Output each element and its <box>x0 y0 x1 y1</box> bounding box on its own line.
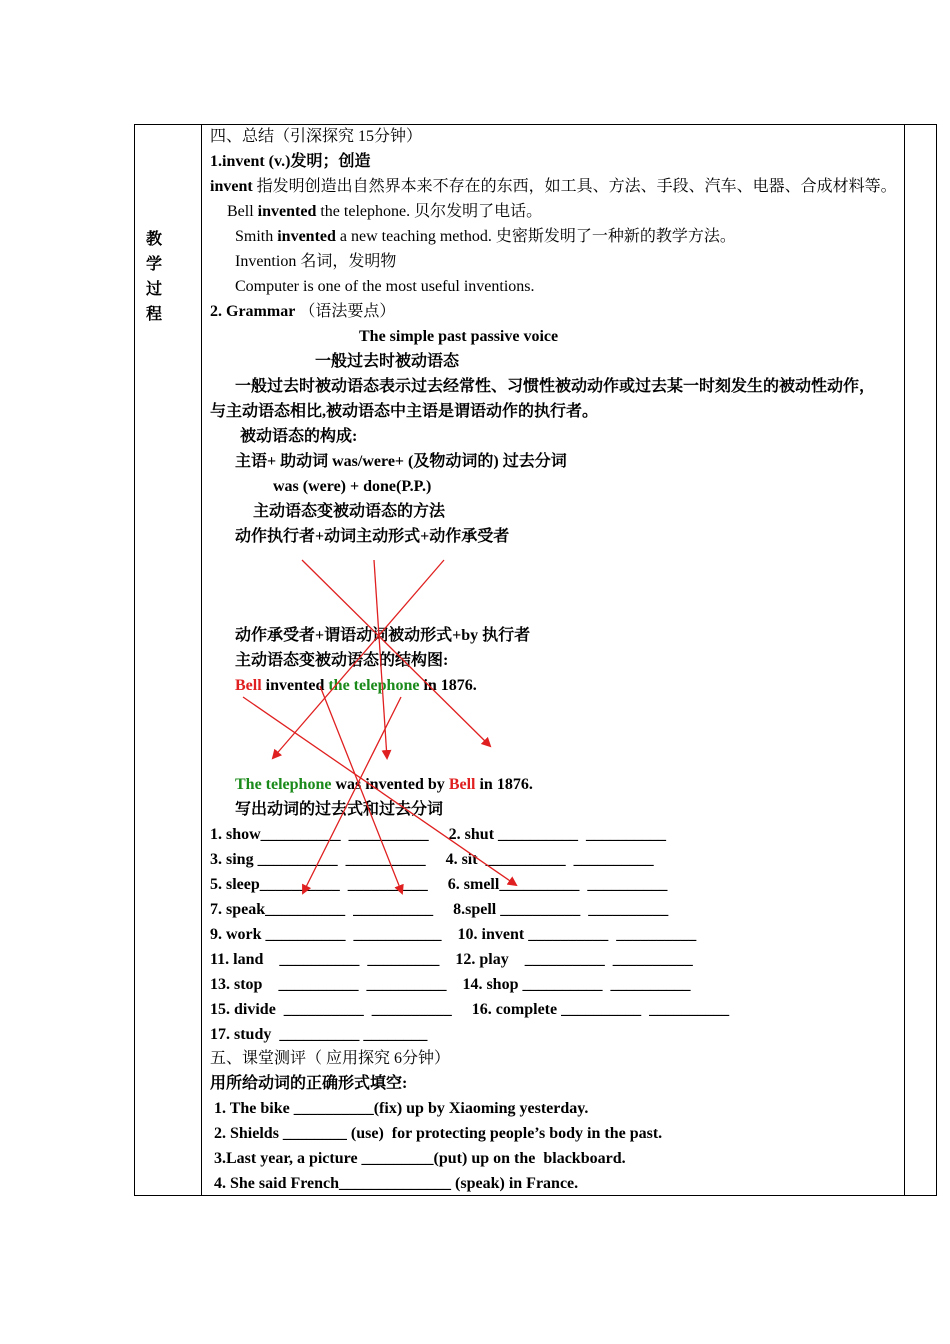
verb-row: 17. study __________ ________ <box>210 1026 428 1043</box>
quiz-item: 1. The bike __________(fix) up by Xiaoming yesterday. <box>210 1100 589 1117</box>
side-char: 程 <box>145 306 162 323</box>
side-char: 过 <box>145 281 162 298</box>
example-text: Smith <box>235 228 278 245</box>
method-heading: 主动语态变被动语态的方法 <box>253 503 446 520</box>
verb-row: 13. stop __________ __________ 14. shop __________ __________ <box>210 976 691 993</box>
arrow-line <box>273 560 444 758</box>
invention-note: Invention 名词，发明物 <box>235 253 397 270</box>
invent-word: invent <box>210 178 253 195</box>
diagram-heading: 主动语态变被动语态的结构图: <box>235 652 449 669</box>
arrow-line <box>320 686 402 893</box>
verbs-heading: 写出动词的过去式和过去分词 <box>235 801 444 818</box>
grammar-title-cn: 一般过去时被动语态 <box>315 353 460 370</box>
section5-title: 五、课堂测评（ 应用探究 6分钟） <box>210 1050 451 1067</box>
active-verb: invented <box>261 677 329 694</box>
grammar-title-en: The simple past passive voice <box>359 328 559 345</box>
passive-verb: was invented by <box>331 776 449 793</box>
quiz-item: 3.Last year, a picture _________(put) up on the blackboard. <box>210 1150 626 1167</box>
structure-formula-1: 主语+ 助动词 was/were+ (及物动词的) 过去分词 <box>235 453 567 470</box>
arrow-line <box>243 697 516 885</box>
active-object: the telephone <box>328 677 420 694</box>
verb-row: 7. speak__________ __________ 8.spell __________ __________ <box>210 901 669 918</box>
structure-heading: 被动语态的构成: <box>240 428 358 445</box>
grammar-description-2: 与主动语态相比,被动语态中主语是谓语动作的执行者。 <box>210 403 599 420</box>
side-char: 学 <box>145 256 162 273</box>
active-rest: in 1876. <box>419 677 477 694</box>
verb-row: 9. work __________ ___________ 10. invent __________ __________ <box>210 926 697 943</box>
quiz-heading: 用所给动词的正确形式填空: <box>210 1075 408 1092</box>
verb-row: 5. sleep__________ __________ 6. smell__________ __________ <box>210 876 668 893</box>
example-text: a new teaching method. 史密斯发明了一种新的教学方法。 <box>335 228 736 245</box>
verb-row: 1. show__________ __________ 2. shut __________ __________ <box>210 826 667 843</box>
active-form: 动作执行者+动词主动形式+动作承受者 <box>235 528 510 545</box>
passive-subject: The telephone <box>235 776 332 793</box>
active-subject: Bell <box>235 677 262 694</box>
invent-def-text: 指发明创造出自然界本来不存在的东西，如工具、方法、手段、汽车、电器、合成材料等。 <box>252 178 897 195</box>
quiz-item: 2. Shields ________ (use) for protecting people’s body in the past. <box>210 1125 663 1142</box>
example-verb: invented <box>257 203 317 220</box>
passive-agent: Bell <box>448 776 476 793</box>
verb-row: 11. land __________ _________ 12. play __________ __________ <box>210 951 693 968</box>
example-computer: Computer is one of the most useful inventions. <box>235 278 535 295</box>
invent-heading: 1.invent (v.)发明；创造 <box>210 153 371 170</box>
grammar-heading-note: （语法要点） <box>295 303 396 320</box>
example-text: the telephone. 贝尔发明了电话。 <box>316 203 543 220</box>
passive-rest: in 1876. <box>475 776 533 793</box>
example-verb: invented <box>277 228 336 245</box>
quiz-item: 4. She said French______________ (speak) in France. <box>210 1175 579 1192</box>
verb-row: 15. divide __________ __________ 16. complete __________ __________ <box>210 1001 730 1018</box>
grammar-description-1: 一般过去时被动语态表示过去经常性、习惯性被动动作或过去某一时刻发生的被动性动作， <box>235 378 876 395</box>
grammar-heading-number: 2. Grammar <box>210 303 296 320</box>
section4-title: 四、总结（引深探究 15分钟） <box>210 128 423 145</box>
arrow-line <box>302 560 490 746</box>
verb-row: 3. sing __________ __________ 4. sit __________ __________ <box>210 851 654 868</box>
side-char: 教 <box>145 231 162 248</box>
structure-formula-2: was (were) + done(P.P.) <box>273 478 432 495</box>
example-text: Bell <box>227 203 258 220</box>
passive-form: 动作承受者+谓语动词被动形式+by 执行者 <box>235 627 531 644</box>
